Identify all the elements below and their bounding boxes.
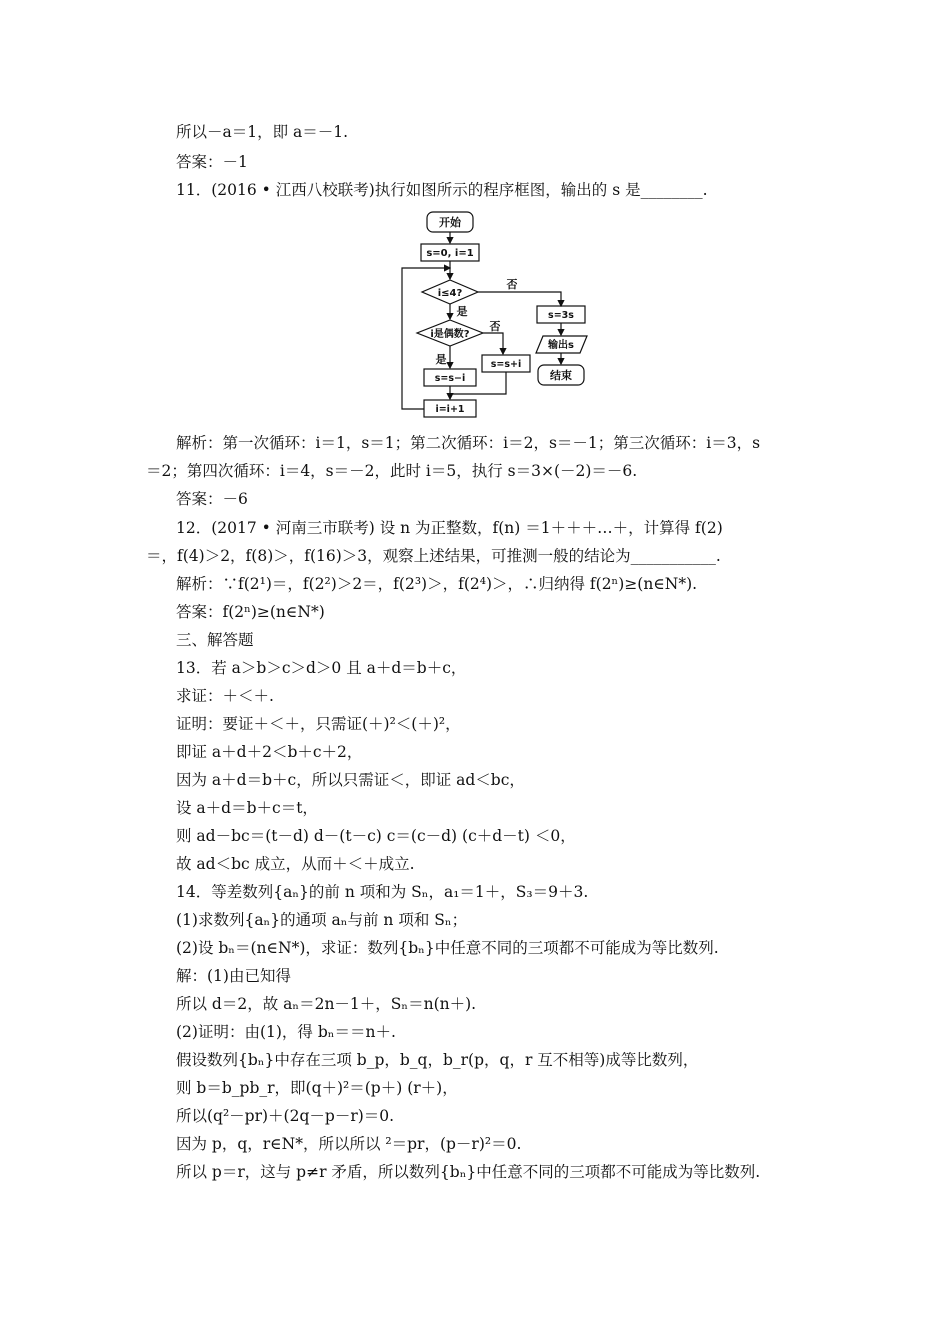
minus-label: s=s−i bbox=[434, 373, 466, 384]
line-1: 所以－a＝1，即 a＝－1. bbox=[176, 123, 349, 141]
answer-11: 答案：－6 bbox=[176, 490, 248, 508]
solution-12: 解析：∵f(2¹)＝，f(2²)＞2＝，f(2³)＞，f(2⁴)＞，∴归纳得 f(2ⁿ)≥(n∈N*). bbox=[176, 575, 698, 593]
flowchart bbox=[396, 206, 596, 426]
solution-14-line-4: 假设数列{bₙ}中存在三项 b_p，b_q，b_r(p，q，r 互不相等)成等比数列， bbox=[176, 1051, 699, 1069]
solution-14-line-5: 则 b＝b_pb_r，即(q＋)²＝(p＋) (r＋)， bbox=[176, 1079, 458, 1097]
solution-11-line-1: 解析：第一次循环：i＝1，s＝1；第二次循环：i＝2，s＝－1；第三次循环：i＝3，s bbox=[176, 434, 761, 452]
question-14-part-2: (2)设 bₙ＝(n∈N*)，求证：数列{bₙ}中任意不同的三项都不可能成为等比数列. bbox=[176, 939, 719, 957]
proof-13-line-1: 证明：要证＋＜＋，只需证(＋)²＜(＋)²， bbox=[176, 715, 461, 733]
condition-1-label: i≤4? bbox=[437, 288, 463, 299]
init-label: s=0, i=1 bbox=[426, 248, 474, 259]
start-label: 开始 bbox=[439, 216, 461, 229]
solution-14-line-2: 所以 d＝2，故 aₙ＝2n－1＋，Sₙ＝n(n＋). bbox=[176, 995, 477, 1013]
answer-12: 答案：f(2ⁿ)≥(n∈N*) bbox=[176, 603, 325, 621]
condition-1-yes: 是 bbox=[456, 305, 468, 318]
question-11: 11．(2016 • 江西八校联考)执行如图所示的程序框图，输出的 s 是________. bbox=[176, 181, 708, 199]
condition-2-label: i是偶数? bbox=[430, 329, 470, 340]
plus-label: s=s+i bbox=[490, 359, 522, 370]
question-14-part-1: (1)求数列{aₙ}的通项 aₙ与前 n 项和 Sₙ； bbox=[176, 911, 468, 929]
solution-11-line-2: ＝2；第四次循环：i＝4，s＝－2，此时 i＝5，执行 s＝3×(－2)＝－6. bbox=[146, 462, 638, 480]
solution-14-line-6: 所以(q²－pr)＋(2q－p－r)＝0. bbox=[176, 1107, 395, 1125]
solution-14-line-7: 因为 p，q，r∈N*，所以所以 ²＝pr，(p－r)²＝0. bbox=[176, 1135, 522, 1153]
proof-13-line-2: 即证 a＋d＋2＜b＋c＋2， bbox=[176, 743, 363, 761]
line-2: 答案：－1 bbox=[176, 153, 248, 171]
question-14: 14．等差数列{aₙ}的前 n 项和为 Sₙ，a₁＝1＋，S₃＝9＋3. bbox=[176, 883, 589, 901]
end-label: 结束 bbox=[550, 369, 572, 382]
condition-1-no: 否 bbox=[506, 278, 518, 291]
proof-13-line-5: 则 ad－bc＝(t－d) d－(t－c) c＝(c－d) (c＋d－t) ＜0， bbox=[176, 827, 576, 845]
proof-13-line-3: 因为 a＋d＝b＋c，所以只需证＜，即证 ad＜bc， bbox=[176, 771, 525, 789]
proof-13-line-6: 故 ad＜bc 成立，从而＋＜＋成立. bbox=[176, 855, 415, 873]
increment-label: i=i+1 bbox=[435, 404, 465, 415]
solution-14-line-8: 所以 p＝r，这与 p≠r 矛盾，所以数列{bₙ}中任意不同的三项都不可能成为等比数列. bbox=[176, 1163, 761, 1181]
section-heading: 三、解答题 bbox=[176, 631, 254, 649]
question-13: 13．若 a＞b＞c＞d＞0 且 a＋d＝b＋c， bbox=[176, 659, 467, 677]
prove-13: 求证：＋＜＋. bbox=[176, 687, 274, 705]
condition-2-no: 否 bbox=[489, 320, 501, 333]
triple-label: s=3s bbox=[548, 310, 574, 321]
question-12-line-2: ＝，f(4)＞2，f(8)＞，f(16)＞3，观察上述结果，可推测一般的结论为___________. bbox=[146, 547, 721, 565]
condition-2-yes: 是 bbox=[435, 353, 447, 366]
question-12-line-1: 12．(2017 • 河南三市联考) 设 n 为正整数，f(n) ＝1＋＋＋…＋，计算得 f(2) bbox=[176, 519, 723, 537]
output-label: 输出s bbox=[548, 340, 574, 351]
proof-13-line-4: 设 a＋d＝b＋c＝t， bbox=[176, 799, 318, 817]
solution-14-line-1: 解：(1)由已知得 bbox=[176, 967, 291, 985]
solution-14-line-3: (2)证明：由(1)，得 bₙ＝＝n＋. bbox=[176, 1023, 396, 1041]
